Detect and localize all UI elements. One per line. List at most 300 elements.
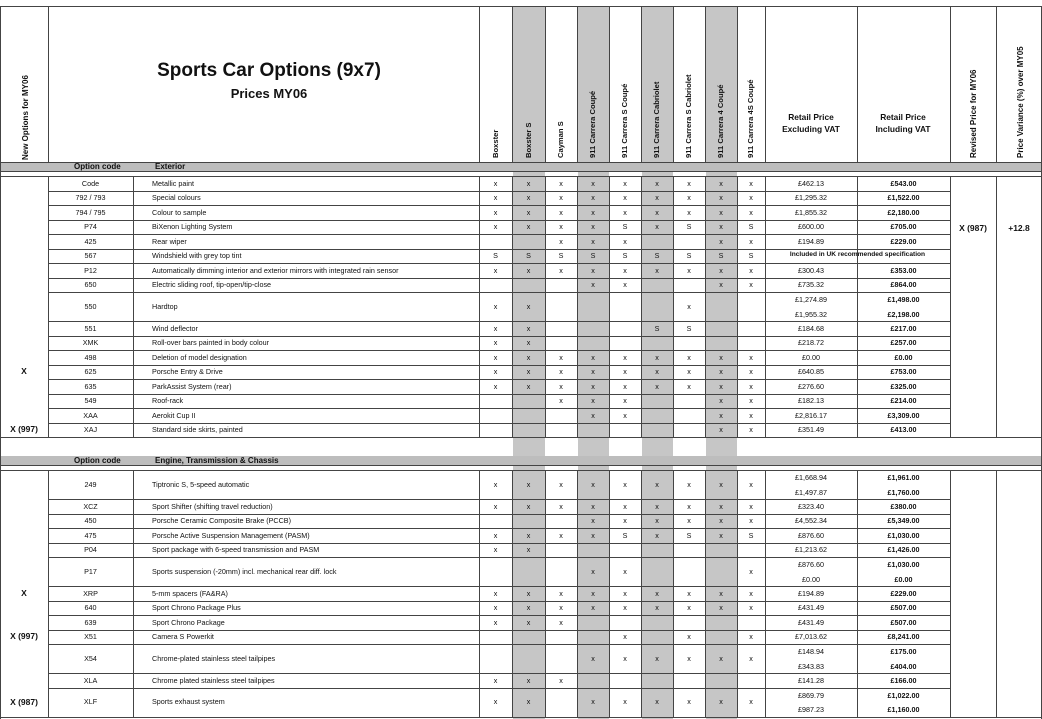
availability-mark: x [559,352,563,362]
grid-line [479,176,480,437]
option-description: Chrome-plated stainless steel tailpipes [152,653,276,663]
price-inc-vat: £753.00 [890,367,917,377]
availability-mark: x [719,653,723,663]
availability-mark: x [719,603,723,613]
option-description: Tiptronic S, 5-speed automatic [152,479,250,489]
availability-mark: S [686,251,692,261]
grid-line [48,644,950,645]
availability-mark: x [493,367,498,377]
availability-mark: x [526,207,531,217]
grid-line [48,673,950,674]
grid-line [48,423,950,424]
availability-mark: S [654,323,660,333]
availability-mark: x [749,516,753,526]
grid-line [48,543,950,544]
availability-mark: x [591,588,595,598]
price-ex-vat: £0.00 [802,352,820,362]
price-ex-vat: £600.00 [798,222,824,232]
availability-mark: x [526,265,531,275]
grid-line [0,176,1042,177]
option-description: Special colours [152,193,201,203]
option-description: Sport package with 6-speed transmission and PASM [152,545,320,555]
grid-line [673,6,674,162]
availability-mark: x [559,367,563,377]
grid-line [48,408,950,409]
availability-mark: x [719,479,723,489]
availability-mark: x [526,367,531,377]
availability-mark: x [493,323,498,333]
grid-line [673,470,674,717]
grid-line [545,470,546,717]
price-inc-vat: £175.00 [890,647,917,656]
availability-mark: x [526,338,531,348]
grid-line [765,6,766,162]
price-inc-vat: £217.00 [890,323,917,333]
option-code: 640 [84,603,97,613]
grid-line [0,171,1042,172]
new-option-marker: X (997) [10,424,38,435]
price-ex-vat: £1,955.32 [795,309,827,319]
price-inc-vat: £214.00 [890,396,917,406]
grid-line [48,292,950,293]
availability-mark: x [655,222,659,232]
availability-mark: x [493,603,498,613]
availability-mark: x [623,396,627,406]
availability-mark: x [559,479,563,489]
option-description: Windshield with grey top tint [152,251,242,261]
header-new-options: New Options for MY06 [21,75,30,160]
availability-mark: x [493,501,498,511]
header-retail-ex [765,112,857,136]
price-ex-vat: £7,013.62 [795,632,827,642]
header-revised-price: Revised Price for MY06 [969,69,978,158]
availability-mark: x [623,697,627,707]
availability-mark: x [493,265,498,275]
availability-mark: x [719,697,723,707]
grid-line [133,470,134,717]
option-description: Standard side skirts, painted [152,425,243,435]
price-ex-vat: £640.85 [798,367,824,377]
option-code: P12 [84,265,97,275]
option-description: Chrome plated stainless steel tailpipes [152,675,275,685]
option-description: Roll-over bars painted in body colour [152,338,270,348]
grid-line [48,249,950,250]
grid-line [673,176,674,437]
price-ex-vat: £462.13 [798,178,824,188]
option-code: 567 [84,251,97,261]
availability-mark: x [591,236,595,246]
availability-mark: x [749,207,753,217]
price-inc-vat: £229.00 [890,588,917,598]
availability-mark: x [623,207,627,217]
availability-mark: S [526,251,531,261]
price-ex-vat: £323.40 [798,501,824,511]
grid-line [0,470,1042,471]
availability-mark: x [591,265,595,275]
availability-mark: x [655,603,659,613]
option-code: X51 [84,632,97,642]
availability-mark: x [687,501,691,511]
availability-mark: x [623,501,627,511]
availability-mark: x [719,280,723,290]
grid-line [577,470,578,717]
availability-mark: S [718,251,724,261]
availability-mark: S [622,251,628,261]
price-ex-vat: £1,274.89 [795,295,827,304]
availability-mark: x [655,530,659,540]
option-description: 5-mm spacers (FA&RA) [152,588,228,598]
grid-line [857,176,858,437]
header-model: 911 Carrera 4S Coupé [746,79,755,158]
price-inc-vat: £5,349.00 [887,516,920,526]
grid-line [48,630,950,631]
option-code: 475 [84,530,97,540]
availability-mark: x [687,516,691,526]
price-inc-vat: £257.00 [890,338,917,348]
option-description: ParkAssist System (rear) [152,381,232,391]
availability-mark: x [591,603,595,613]
availability-mark: x [623,603,627,613]
option-description: Aerokit Cup II [152,410,196,420]
price-ex-vat: £218.72 [798,338,824,348]
page-title: Sports Car Options (9x7) [157,60,381,81]
price-inc-vat: £0.00 [894,352,913,362]
availability-mark: S [748,530,754,540]
price-ex-vat: £0.00 [802,574,820,584]
grid-line [737,6,738,162]
availability-mark: x [749,265,753,275]
availability-mark: x [719,516,723,526]
section1-name: Exterior [155,162,186,171]
grid-line [479,470,480,717]
header-retail-inc-line1: Retail Price [880,112,926,122]
availability-mark: x [591,367,595,377]
availability-mark: x [749,479,753,489]
availability-mark: x [623,265,627,275]
option-description: Colour to sample [152,207,207,217]
grid-line [705,470,706,717]
option-description: Porsche Ceramic Composite Brake (PCCB) [152,516,291,526]
option-code: 551 [84,323,97,333]
grid-line [48,615,950,616]
availability-mark: x [749,178,753,188]
price-ex-vat: £141.28 [798,675,824,685]
availability-mark: x [687,207,691,217]
price-inc-vat: £353.00 [890,265,917,275]
availability-mark: x [719,236,723,246]
option-description: Wind deflector [152,323,198,333]
option-code: P04 [84,545,97,555]
availability-mark: x [749,603,753,613]
page-subtitle: Prices MY06 [230,86,308,101]
price-inc-vat: £1,030.00 [887,560,920,569]
availability-mark: x [687,588,691,598]
price-inc-vat: £1,160.00 [887,705,920,714]
availability-mark: x [623,653,627,663]
availability-mark: x [591,479,595,489]
availability-mark: x [655,588,659,598]
availability-mark: x [687,193,691,203]
availability-mark: S [686,530,692,540]
availability-mark: x [749,501,753,511]
grid-line [48,528,950,529]
grid-line [577,6,578,162]
availability-mark: x [623,178,627,188]
availability-mark: x [719,207,723,217]
price-ex-vat: £182.13 [798,396,824,406]
price-inc-vat: £543.00 [890,178,917,188]
grid-line [48,557,950,558]
availability-mark: x [526,545,531,555]
grid-line [950,176,951,437]
availability-mark: x [493,479,498,489]
grid-line [0,437,1042,438]
new-option-marker: X (997) [10,631,38,642]
price-inc-vat: £3,309.00 [887,410,920,420]
availability-mark: x [719,425,723,435]
availability-mark: x [493,530,498,540]
availability-mark: x [526,603,531,613]
grid-line [545,176,546,437]
grid-line [857,6,858,162]
grid-line [48,6,49,162]
price-ex-vat: £184.68 [798,323,824,333]
option-description: Sports suspension (-20mm) incl. mechanical rear diff. lock [152,566,337,576]
availability-mark: x [559,603,563,613]
availability-mark: x [655,352,659,362]
availability-mark: x [623,381,627,391]
availability-mark: x [591,178,595,188]
price-ex-vat: £735.32 [798,280,824,290]
availability-mark: x [591,530,595,540]
availability-mark: x [526,479,531,489]
availability-mark: x [526,617,531,627]
availability-mark: x [591,566,595,576]
price-ex-vat: £1,295.32 [795,193,827,203]
grid-line [48,336,950,337]
option-code: X54 [84,653,97,663]
availability-mark: x [719,265,723,275]
new-option-marker: X [21,366,27,377]
availability-mark: x [591,193,595,203]
availability-mark: x [591,222,595,232]
price-ex-vat: £1,497.87 [795,487,827,497]
option-description: Metallic paint [152,178,194,188]
availability-mark: x [687,381,691,391]
availability-mark: x [655,381,659,391]
grid-line [765,470,766,717]
option-code: XAJ [83,425,98,435]
availability-mark: x [655,207,659,217]
availability-mark: x [719,530,723,540]
price-ex-vat: £300.43 [798,265,824,275]
price-ex-vat: £276.60 [798,381,824,391]
availability-mark: x [655,193,659,203]
availability-mark: x [687,632,691,642]
option-description: Sports exhaust system [152,697,225,707]
availability-mark: S [622,530,628,540]
price-ex-vat: £987.23 [798,705,824,714]
availability-mark: x [719,396,723,406]
grid-line [48,394,950,395]
grid-line [48,278,950,279]
availability-mark: x [719,410,723,420]
availability-mark: x [493,338,498,348]
included-note: Included in UK recommended specification [789,251,926,259]
availability-mark: x [591,653,595,663]
availability-mark: S [748,251,754,261]
availability-mark: x [719,381,723,391]
option-code: 639 [84,617,97,627]
grid-line [996,470,997,717]
availability-mark: x [559,222,563,232]
price-inc-vat: £1,030.00 [887,530,920,540]
availability-mark: x [655,178,659,188]
grid-line [857,470,858,717]
price-ex-vat: £4,552.34 [795,516,827,526]
price-ex-vat: £431.49 [798,617,824,627]
availability-mark: x [526,352,531,362]
header-retail-ex-line1: Retail Price [788,112,834,122]
availability-mark: x [591,501,595,511]
availability-mark: x [719,501,723,511]
header-model: 911 Carrera S Cabriolet [684,74,693,158]
grid-line [609,6,610,162]
availability-mark: S [748,222,754,232]
price-inc-vat: £166.00 [890,675,917,685]
availability-mark: x [687,653,691,663]
availability-mark: x [749,632,753,642]
availability-mark: x [591,516,595,526]
availability-mark: S [590,251,596,261]
header-model: Boxster S [523,122,533,158]
availability-mark: x [749,236,753,246]
availability-mark: x [655,265,659,275]
availability-mark: S [558,251,564,261]
price-ex-vat: £148.94 [798,647,824,656]
availability-mark: x [719,222,723,232]
availability-mark: x [623,632,627,642]
grid-line [48,365,950,366]
option-description: Camera S Powerkit [152,632,214,642]
availability-mark: x [559,236,563,246]
grid-line [48,379,950,380]
availability-mark: x [687,178,691,188]
availability-mark: x [493,301,498,311]
availability-mark: x [719,367,723,377]
grid-line [512,6,513,162]
availability-mark: x [526,178,531,188]
availability-mark: x [719,193,723,203]
availability-mark: x [749,653,753,663]
availability-mark: x [623,280,627,290]
availability-mark: x [591,207,595,217]
price-ex-vat: £869.79 [798,690,824,700]
availability-mark: x [623,367,627,377]
availability-mark: x [559,178,563,188]
availability-mark: x [526,697,531,707]
availability-mark: x [687,479,691,489]
price-inc-vat: £705.00 [890,222,917,232]
option-code: 650 [84,280,97,290]
availability-mark: x [749,381,753,391]
availability-mark: x [687,697,691,707]
option-description: Sport Chrono Package [152,617,225,627]
availability-mark: x [749,410,753,420]
grid-line [996,6,997,162]
availability-mark: x [719,588,723,598]
availability-mark: x [591,280,595,290]
price-inc-vat: £1,498.00 [887,295,920,304]
price-inc-vat: £8,241.00 [887,632,920,642]
grid-line [545,6,546,162]
availability-mark: x [719,352,723,362]
grid-line [996,176,997,437]
grid-line [48,470,49,717]
new-option-marker: X (987) [10,696,38,707]
price-ex-vat: £876.60 [798,560,824,569]
grid-line [512,176,513,437]
grid-line [0,465,1042,466]
price-inc-vat: £1,522.00 [887,193,920,203]
option-description: Automatically dimming interior and exterior mirrors with integrated rain sensor [152,265,399,275]
availability-mark: x [493,617,498,627]
availability-mark: x [493,588,498,598]
header-retail-inc [857,112,949,136]
option-code: Code [81,178,100,188]
availability-mark: x [559,193,563,203]
option-code: XRP [83,588,98,598]
grid-line [48,205,950,206]
price-inc-vat: £413.00 [890,425,917,435]
availability-mark: x [749,697,753,707]
availability-mark: x [591,697,595,707]
option-code: 498 [84,352,97,362]
availability-mark: x [749,352,753,362]
option-description: Sport Chrono Package Plus [152,603,241,613]
price-inc-vat: £1,022.00 [887,690,920,700]
grid-line [48,601,950,602]
option-code: 794 / 795 [75,207,106,217]
option-code: P17 [84,566,97,576]
grid-line [0,717,1042,718]
option-code: 425 [84,236,97,246]
header-model: Cayman S [556,121,565,158]
availability-mark: x [493,178,498,188]
grid-line [48,321,950,322]
option-description: Sport Shifter (shifting travel reduction) [152,501,273,511]
price-inc-vat: £0.00 [894,574,913,584]
grid-line [48,350,950,351]
availability-mark: x [623,516,627,526]
option-code: P74 [84,222,97,232]
availability-mark: x [749,367,753,377]
availability-mark: x [526,675,531,685]
option-code: 635 [84,381,97,391]
availability-mark: x [623,588,627,598]
availability-mark: x [559,588,563,598]
option-description: Porsche Active Suspension Management (PASM) [152,530,310,540]
availability-mark: x [591,381,595,391]
header-price-variance: Price Variance (%) over MY05 [1016,46,1025,158]
availability-mark: x [526,222,531,232]
price-ex-vat: £351.49 [798,425,824,435]
option-description: Electric sliding roof, tip-open/tip-close [152,280,272,290]
availability-mark: x [526,193,531,203]
availability-mark: x [655,516,659,526]
availability-mark: x [719,178,723,188]
option-code: 450 [84,516,97,526]
